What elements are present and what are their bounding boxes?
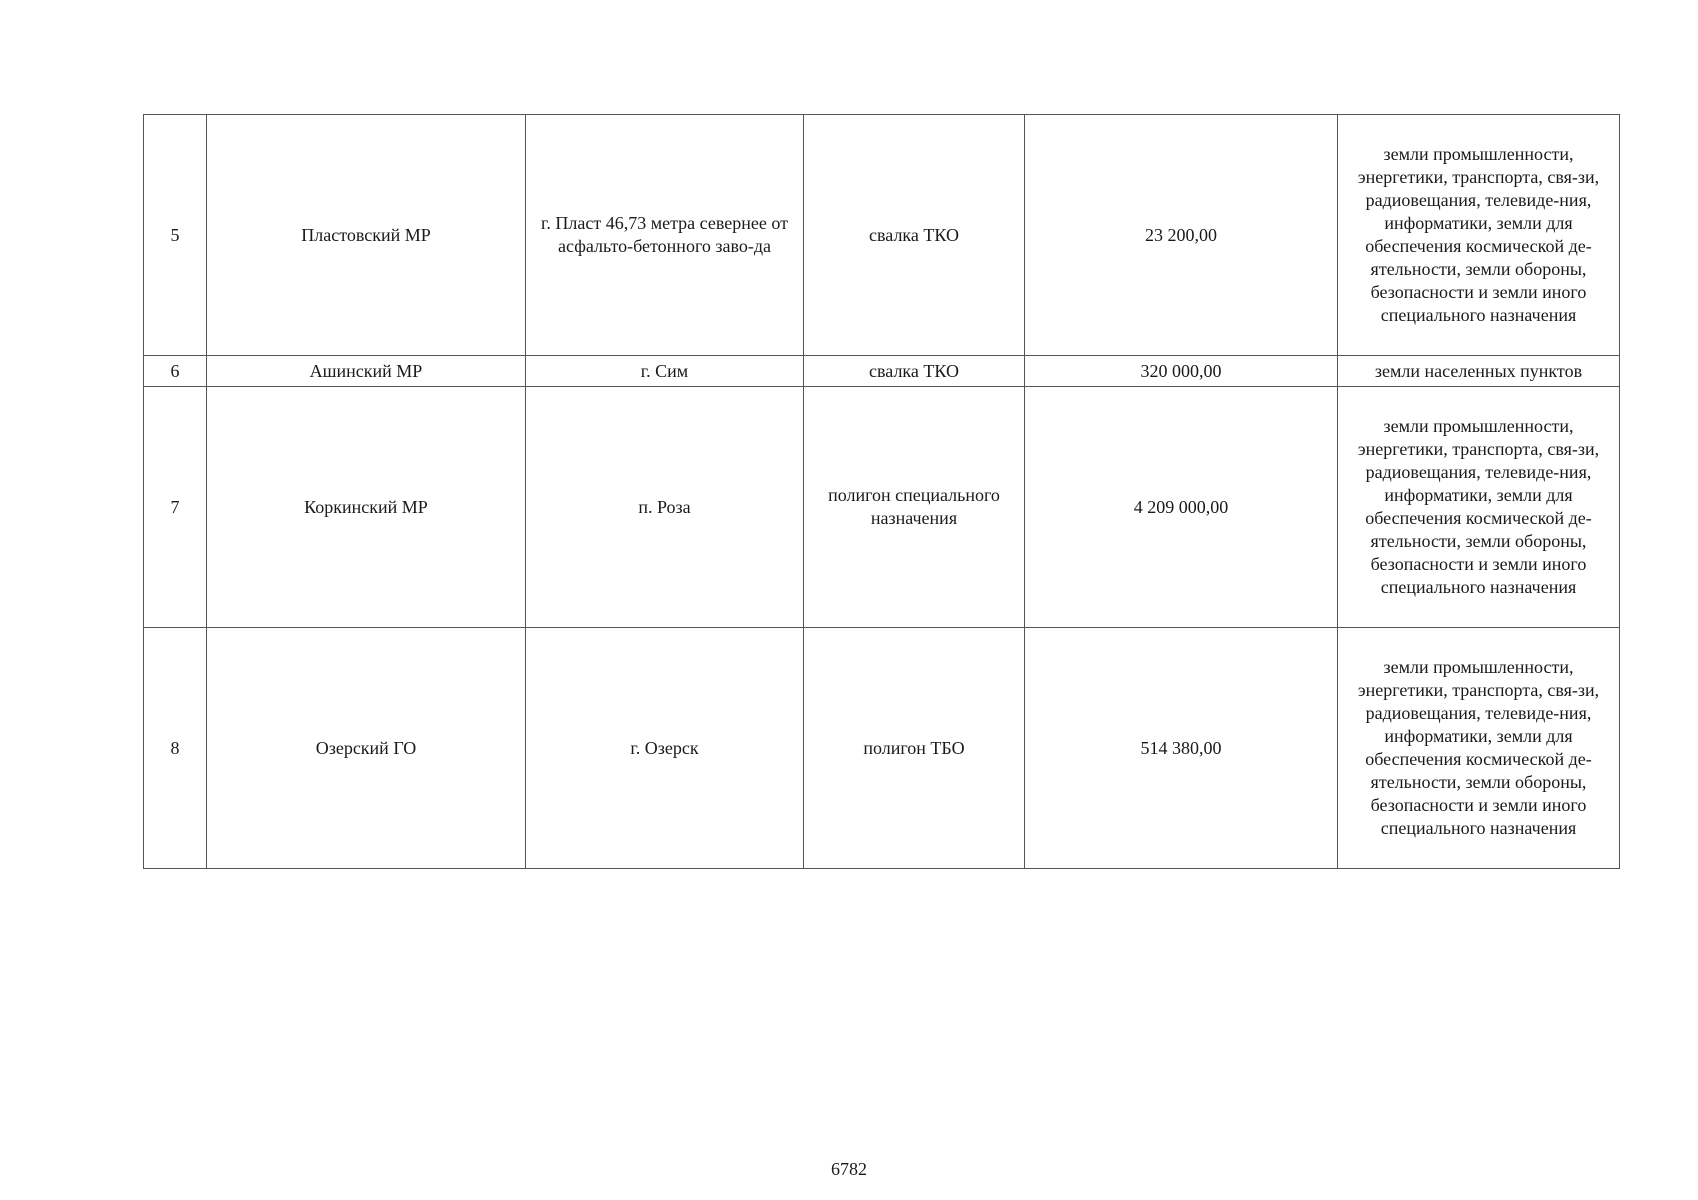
- land-category-cell: земли населенных пунктов: [1338, 356, 1620, 387]
- land-category-cell: земли промышленности, энергетики, транспорта, свя-зи, радиовещания, телевиде-ния, информатики, земли для обеспечения космической де-ятельности, земли обороны, безопасности и земли иного специального назначения: [1338, 115, 1620, 356]
- area-cell: 320 000,00: [1025, 356, 1338, 387]
- object-type-cell: полигон специального назначения: [804, 387, 1025, 628]
- row-number-cell: 5: [144, 115, 207, 356]
- location-cell: п. Роза: [526, 387, 804, 628]
- waste-sites-table: [143, 114, 1620, 869]
- municipality-cell: Озерский ГО: [207, 628, 526, 869]
- row-number-cell: 6: [144, 356, 207, 387]
- land-category-cell: земли промышленности, энергетики, транспорта, свя-зи, радиовещания, телевиде-ния, информатики, земли для обеспечения космической де-ятельности, земли обороны, безопасности и земли иного специального назначения: [1338, 387, 1620, 628]
- municipality-cell: Ашинский МР: [207, 356, 526, 387]
- row-number-cell: 7: [144, 387, 207, 628]
- table-row: [144, 628, 1620, 869]
- table-row: [144, 356, 1620, 387]
- row-number-cell: 8: [144, 628, 207, 869]
- page-number: 6782: [831, 1159, 867, 1179]
- land-category-cell: земли промышленности, энергетики, транспорта, свя-зи, радиовещания, телевиде-ния, информатики, земли для обеспечения космической де-ятельности, земли обороны, безопасности и земли иного специального назначения: [1338, 628, 1620, 869]
- area-cell: 23 200,00: [1025, 115, 1338, 356]
- location-cell: г. Сим: [526, 356, 804, 387]
- location-cell: г. Пласт 46,73 метра севернее от асфальто-бетонного заво-да: [526, 115, 804, 356]
- location-cell: г. Озерск: [526, 628, 804, 869]
- municipality-cell: Коркинский МР: [207, 387, 526, 628]
- object-type-cell: полигон ТБО: [804, 628, 1025, 869]
- area-cell: 4 209 000,00: [1025, 387, 1338, 628]
- table-row: [144, 387, 1620, 628]
- area-cell: 514 380,00: [1025, 628, 1338, 869]
- object-type-cell: свалка ТКО: [804, 356, 1025, 387]
- municipality-cell: Пластовский МР: [207, 115, 526, 356]
- table-row: [144, 115, 1620, 356]
- object-type-cell: свалка ТКО: [804, 115, 1025, 356]
